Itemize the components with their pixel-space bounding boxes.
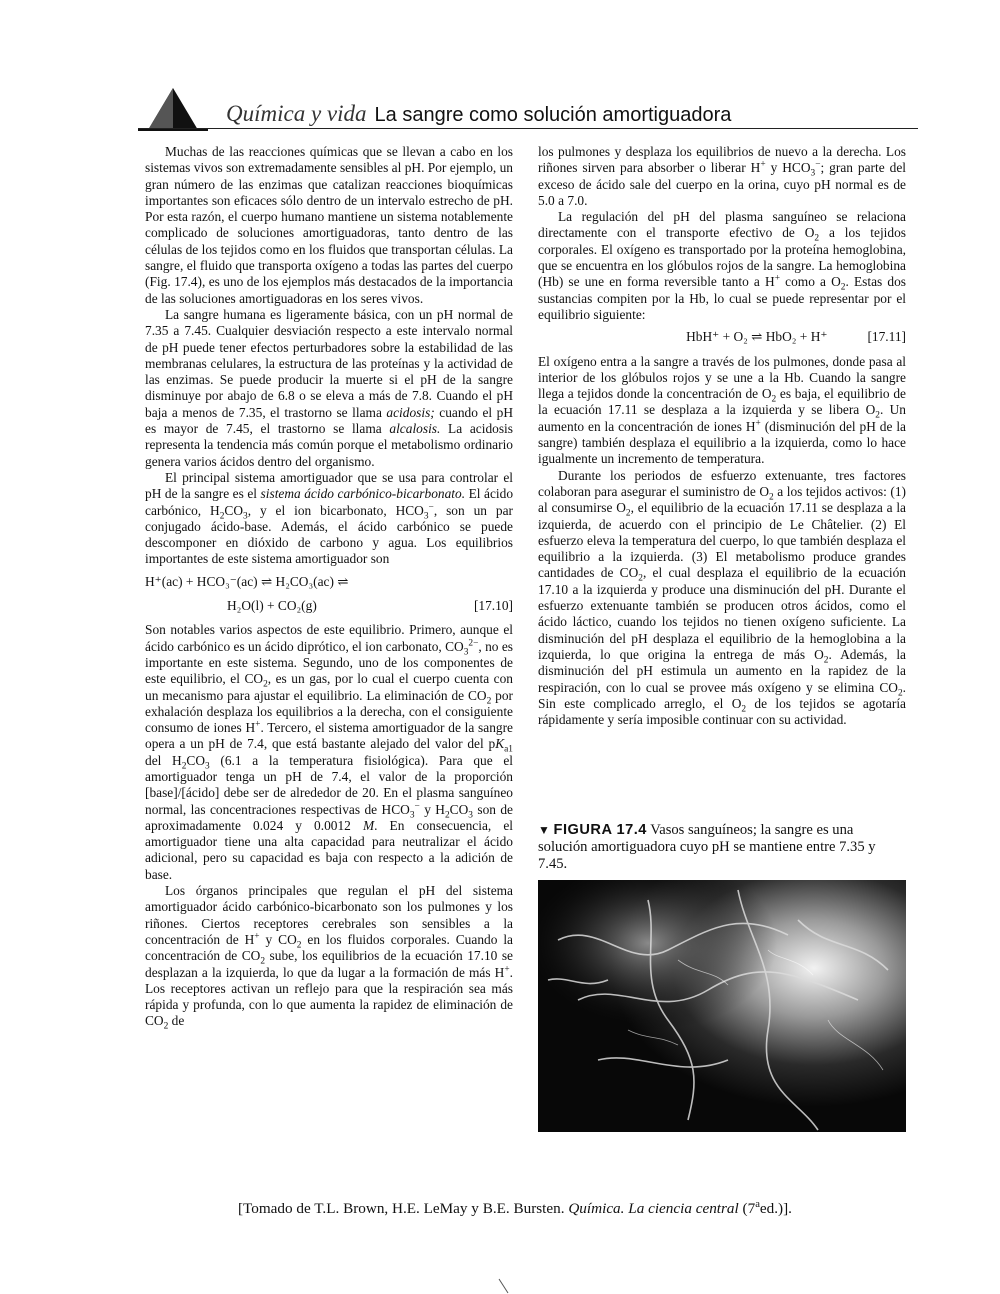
paragraph: los pulmones y desplaza los equilibrios de nuevo a la derecha. Los riñones sirven para absorber o liberar H+ y $HCO_3^-$; gran parte del exceso de ácido sale del cuerpo en la orina, cuyo pH normal es de 5.0 a 7.0. (538, 144, 906, 208)
section-title: La sangre como solución amortiguadora (374, 104, 732, 126)
triangle-logo-icon (138, 86, 208, 134)
paragraph: La sangre humana es ligeramente básica, con un pH normal de 7.35 a 7.45. Cualquier desviación respecto a este intervalo normal de pH puede tener efectos perturbadores sobre la estabilidad de las membranas celulares, la estructura de las proteínas y la actividad de las enzimas. Se puede producir la muerte si el pH de la sangre disminuye por abajo de 6.8 o se eleva a más de 7.8. Cuando el pH baja a menos de 7.35, el trastorno se llama acidosis; cuando el pH es mayor de 7.45, el trastorno se llama alcalosis. La acidosis representa la tendencia más común porque el metabolismo ordinario genera varios ácidos dentro del organismo. (145, 306, 513, 469)
series-title: Química y vida (226, 101, 367, 126)
paragraph: Los órganos principales que regulan el pH del sistema amortiguador ácido carbónico-bicarbonato son los pulmones y los riñones. Ciertos receptores cerebrales son sensibles a la concentración de H+ y $CO_2$ en los fluidos corporales. Cuando la concentración de $CO_2$ sube, los equilibrios de la ecuación 17.10 se desplazan a la izquierda, lo que da lugar a la formación de más H+. Los receptores activan un reflejo para que la respiración sea más rápida y profunda, con lo que aumenta la rapidez de eliminación de $CO_2$ de (145, 883, 514, 1033)
source-attribution: [Tomado de T.L. Brown, H.E. LeMay y B.E. Bursten. Química. La ciencia central (7$^a$ed.)]. (238, 1198, 792, 1217)
paragraph: El oxígeno entra a la sangre a través de los pulmones, donde pasa al interior de los glóbulos rojos y se une a la Hb. Cuando la sangre llega a tejidos donde la concentración de $O_2$ es baja, el equilibrio de la ecuación 17.11 se desplaza a la izquierda y se libera $O_2$. Un aumento en la concentración de iones H+ (disminución del pH de la sangre) también desplaza el equilibrio a la izquierda, como lo hace igualmente un incremento de temperatura. (538, 353, 906, 467)
equation-number: [17.10] (473, 598, 513, 614)
paragraph: El principal sistema amortiguador que se usa para controlar el pH de la sangre es el sistema ácido carbónico-bicarbonato. El ácido carbónico, $H_2CO_3$, y el ion bicarbonato, $HCO_3^-$, son un par conjugado ácido-base. Además, el ácido carbónico se puede descomponer en dióxido de carbono y agua. Los equilibrios importantes de este sistema amortiguador son (145, 469, 514, 567)
left-column (145, 144, 514, 1033)
equation-17-10-line2: H₂O(l) + CO₂(g) [17.10] (227, 598, 513, 614)
paragraph: Son notables varios aspectos de este equilibrio. Primero, aunque el ácido carbónico es un ácido diprótico, el ion carbonato, $CO_3^{2-}$, no es importante en este sistema. Segundo, uno de los componentes de este equilibrio, el $CO_2$, es un gas, por lo cual el cuerpo cuenta con un mecanismo para ajustar el equilibrio. La eliminación de $CO_2$ por exhalación desplaza los equilibrios a la derecha, con el consiguiente consumo de iones H+. Tercero, el sistema amortiguador de la sangre opera a un pH de 7.4, que está bastante alejado del valor del $pK_{a1}$ del $H_2CO_3$ (6.1 a la temperatura fisiológica). Para que el amortiguador tenga un pH de 7.4, el valor de la proporción [base]/[ácido] debe ser de alrededor de 20. En el plasma sanguíneo normal, las concentraciones respectivas de $HCO_3^-$ y $H_2CO_3$ son de aproximadamente 0.024 y 0.0012 M. En consecuencia, el amortiguador tiene una alta capacidad para neutralizar el ácido adicional, pero su capacidad es baja con respecto a la adición de base. (145, 622, 514, 882)
paragraph: La regulación del pH del plasma sanguíneo se relaciona directamente con el transporte efectivo de $O_2$ a los tejidos corporales. El oxígeno es transportado por la proteína hemoglobina, que se encuentra en los glóbulos rojos de la sangre. La hemoglobina (Hb) se une en forma reversible tanto a H+ como a $O_2$. Estas dos sustancias compiten por la Hb, lo cual se puede representar por el equilibrio siguiente: (538, 209, 906, 322)
paragraph: Durante los periodos de esfuerzo extenuante, tres factores colaboran para asegurar el suministro de $O_2$ a los tejidos activos: (1) al consumirse $O_2$, el equilibrio de la ecuación 17.11 se desplaza a la izquierda, de acuerdo con el principio de Le Châtelier. (2) El esfuerzo eleva la temperatura del cuerpo, lo que también desplaza el equilibrio a la izquierda. (3) El metabolismo produce grandes cantidades de $CO_2$, el cual desplaza el equilibrio de la ecuación 17.10 a la izquierda y produce una disminución del pH. Durante el esfuerzo extenuante también se producen otros ácidos, como el ácido láctico, cuando los tejidos no tienen oxígeno suficiente. La disminución del pH desplaza el equilibrio de la hemoglobina a la izquierda, lo que origina la entrega de más $O_2$. Además, la disminución del pH estimula un aumento en la rapidez de la respiración, con lo cual se provee más oxígeno y se elimina $CO_2$. Sin este complicado arreglo, el $O_2$ de los tejidos se agotaría rápidamente y sería imposible continuar con su actividad. (538, 467, 906, 728)
equation-17-11: HbH⁺ + O₂ ⇌ HbO₂ + H⁺ [17.11] (686, 329, 906, 345)
paragraph: Muchas de las reacciones químicas que se llevan a cabo en los sistemas vivos son extremadamente sensibles al pH. Por ejemplo, un gran número de las enzimas que catalizan reacciones bioquímicas importantes son eficaces sólo dentro de un intervalo estrecho de pH. Por esta razón, el cuerpo humano mantiene un sistema notablemente complicado de soluciones amortiguadoras, tanto dentro de las células de los tejidos como en los fluidos que transportan células. La sangre, el fluido que transporta oxígeno a todas las partes del cuerpo (Fig. 17.4), es uno de los ejemplos más destacados de la importancia de las soluciones amortiguadoras en los seres vivos. (145, 144, 513, 306)
figure-label: FIGURA 17.4 (553, 822, 647, 838)
term-acidosis: acidosis; (386, 404, 435, 420)
stray-mark (497, 1278, 511, 1294)
blood-vessels-photo (538, 880, 906, 1132)
book-title: Química. La ciencia central (568, 1200, 739, 1217)
equation-number: [17.11] (867, 329, 906, 345)
figure-caption (538, 822, 898, 873)
figure-caption-text: Vasos sanguíneos; la sangre es una solución amortiguadora cuyo pH se mantiene entre 7.35 y 7.45. (538, 822, 876, 872)
term-alcalosis: alcalosis. (389, 421, 441, 437)
header-divider (138, 128, 918, 129)
term-buffer-system: sistema ácido carbónico-bicarbonato. (260, 486, 466, 502)
page-header (226, 101, 731, 127)
right-column (538, 144, 906, 728)
down-triangle-icon: ▼ (538, 823, 550, 837)
equation-17-10-line1: H⁺(ac) + HCO₃⁻(ac) ⇌ H₂CO₃(ac) ⇌ (145, 573, 349, 589)
